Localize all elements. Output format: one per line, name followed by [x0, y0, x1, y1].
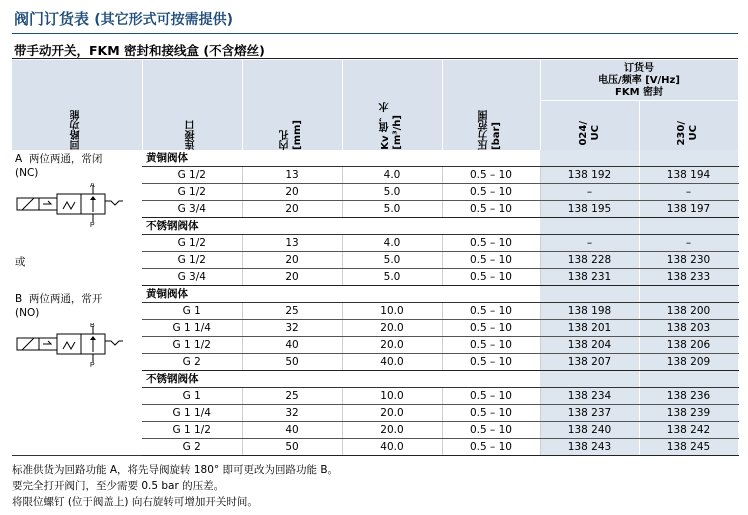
header-pressure [442, 60, 540, 150]
cell-order-230: 138 239 [639, 405, 738, 422]
header-order-label: 订货号 电压/频率 [V/Hz] FKM 密封 [598, 63, 680, 98]
header-function-text: 回路功能 [70, 110, 82, 150]
cell-order-230: 138 242 [639, 422, 738, 439]
cell-port: G 1/2 [142, 167, 242, 184]
cell-order-024: 138 198 [540, 303, 639, 320]
cell-order-024: 138 195 [540, 201, 639, 218]
header-volt-024-text: 024/ UC [577, 121, 601, 146]
section-title: 黄铜阀体 [142, 150, 540, 167]
valve-symbol-nc [16, 183, 126, 231]
cell-orifice: 50 [242, 439, 342, 456]
cell-pressure: 0.5 – 10 [442, 303, 540, 320]
header-volt-230 [639, 121, 738, 146]
cell-port: G 2 [142, 439, 242, 456]
cell-port: G 3/4 [142, 201, 242, 218]
table-header-row [12, 60, 738, 150]
cell-order-230: 138 245 [639, 439, 738, 456]
cell-order-024: 138 201 [540, 320, 639, 337]
symbol-port-top: B [90, 323, 95, 329]
cell-order-024: – [540, 184, 639, 201]
cell-kv: 40.0 [342, 439, 442, 456]
cell-order-230: 138 233 [639, 269, 738, 286]
cell-orifice: 40 [242, 422, 342, 439]
section-order-cell [639, 218, 738, 235]
cell-order-024: 138 228 [540, 252, 639, 269]
cell-pressure: 0.5 – 10 [442, 184, 540, 201]
cell-order-024: 138 243 [540, 439, 639, 456]
cell-pressure: 0.5 – 10 [442, 439, 540, 456]
section-order-cell [540, 286, 639, 303]
cell-kv: 10.0 [342, 303, 442, 320]
cell-port: G 1 [142, 388, 242, 405]
header-port-text: 连接口 [186, 120, 197, 150]
section-order-cell [639, 150, 738, 167]
cell-order-024: 138 192 [540, 167, 639, 184]
table-subtitle: 带手动开关，FKM 密封和接线盒 (不含熔丝) [14, 43, 265, 58]
header-port [142, 60, 242, 150]
cell-orifice: 32 [242, 405, 342, 422]
cell-order-230: 138 200 [639, 303, 738, 320]
cell-kv: 10.0 [342, 388, 442, 405]
cell-port: G 1/2 [142, 235, 242, 252]
cell-kv: 5.0 [342, 269, 442, 286]
cell-order-024: 138 207 [540, 354, 639, 371]
cell-kv: 20.0 [342, 320, 442, 337]
cell-pressure: 0.5 – 10 [442, 422, 540, 439]
cell-kv: 20.0 [342, 422, 442, 439]
cell-order-230: 138 194 [639, 167, 738, 184]
cell-pressure: 0.5 – 10 [442, 235, 540, 252]
cell-kv: 4.0 [342, 235, 442, 252]
cell-order-230: 138 209 [639, 354, 738, 371]
cell-kv: 20.0 [342, 405, 442, 422]
cell-order-024: 138 240 [540, 422, 639, 439]
subtitle-divider [12, 58, 738, 59]
cell-port: G 1/2 [142, 184, 242, 201]
cell-kv: 20.0 [342, 337, 442, 354]
cell-order-230: 138 230 [639, 252, 738, 269]
valve-symbol-svg [16, 183, 126, 227]
cell-order-024: 138 204 [540, 337, 639, 354]
cell-pressure: 0.5 – 10 [442, 252, 540, 269]
cell-pressure: 0.5 – 10 [442, 354, 540, 371]
cell-port: G 1 1/4 [142, 405, 242, 422]
section-title: 不锈钢阀体 [142, 218, 540, 235]
header-kv-text: Kv 值，水 [m³/h] [380, 102, 403, 150]
cell-port: G 1/2 [142, 252, 242, 269]
function-column [12, 150, 142, 456]
note-2: 要完全打开阀门，至少需要 0.5 bar 的压差。 [12, 480, 225, 492]
symbol-port-top: A [90, 183, 95, 189]
cell-order-230: 138 206 [639, 337, 738, 354]
cell-orifice: 32 [242, 320, 342, 337]
cell-order-230: 138 236 [639, 388, 738, 405]
function-a-label: A 两位两通，常闭 (NC) [15, 153, 103, 179]
cell-port: G 1 1/2 [142, 337, 242, 354]
cell-port: G 1 1/4 [142, 320, 242, 337]
symbol-port-bottom: P [90, 362, 95, 367]
cell-orifice: 25 [242, 303, 342, 320]
cell-orifice: 20 [242, 184, 342, 201]
symbol-port-bottom: P [90, 222, 95, 227]
cell-pressure: 0.5 – 10 [442, 337, 540, 354]
note-1: 标准供货为回路功能 A，将先导阀旋转 180° 即可更改为回路功能 B。 [12, 464, 339, 476]
section-title: 不锈钢阀体 [142, 371, 540, 388]
cell-kv: 40.0 [342, 354, 442, 371]
header-function [12, 60, 142, 150]
cell-pressure: 0.5 – 10 [442, 167, 540, 184]
header-pressure-text: 压力范围 [bar] [479, 110, 502, 150]
header-orifice-text: 内孔 [mm] [280, 120, 303, 150]
cell-port: G 1 1/2 [142, 422, 242, 439]
header-volt-230-text: 230/ UC [676, 121, 700, 146]
cell-order-230: – [639, 184, 738, 201]
cell-pressure: 0.5 – 10 [442, 201, 540, 218]
cell-order-230: – [639, 235, 738, 252]
cell-orifice: 50 [242, 354, 342, 371]
section-order-cell [639, 371, 738, 388]
header-order [540, 60, 738, 150]
cell-order-024: 138 237 [540, 405, 639, 422]
page-title-main: 阀门订货表 [14, 10, 90, 28]
cell-kv: 5.0 [342, 184, 442, 201]
cell-order-024: – [540, 235, 639, 252]
cell-order-024: 138 231 [540, 269, 639, 286]
order-table [12, 60, 739, 456]
cell-pressure: 0.5 – 10 [442, 320, 540, 337]
cell-port: G 1 [142, 303, 242, 320]
page-title-note: (其它形式可按需提供) [94, 12, 234, 28]
header-volt-024 [541, 121, 640, 146]
cell-order-230: 138 203 [639, 320, 738, 337]
cell-orifice: 13 [242, 167, 342, 184]
cell-port: G 3/4 [142, 269, 242, 286]
section-order-cell [639, 286, 738, 303]
valve-symbol-svg [16, 323, 126, 367]
cell-orifice: 20 [242, 201, 342, 218]
cell-pressure: 0.5 – 10 [442, 269, 540, 286]
cell-orifice: 20 [242, 252, 342, 269]
cell-order-230: 138 197 [639, 201, 738, 218]
section-order-cell [540, 150, 639, 167]
cell-port: G 2 [142, 354, 242, 371]
valve-symbol-no [16, 323, 126, 371]
section-title: 黄铜阀体 [142, 286, 540, 303]
header-kv [342, 60, 442, 150]
cell-orifice: 13 [242, 235, 342, 252]
header-orifice [242, 60, 342, 150]
cell-kv: 4.0 [342, 167, 442, 184]
function-b-label: B 两位两通，常开 (NO) [15, 293, 103, 319]
cell-orifice: 40 [242, 337, 342, 354]
section-row [12, 150, 738, 167]
cell-kv: 5.0 [342, 252, 442, 269]
cell-orifice: 25 [242, 388, 342, 405]
note-3: 将限位螺钉 (位于阀盖上) 向右旋转可增加开关时间。 [12, 496, 258, 508]
cell-order-024: 138 234 [540, 388, 639, 405]
function-or-label: 或 [15, 256, 26, 268]
section-order-cell [540, 371, 639, 388]
page-title [14, 8, 233, 29]
cell-pressure: 0.5 – 10 [442, 388, 540, 405]
cell-pressure: 0.5 – 10 [442, 405, 540, 422]
section-order-cell [540, 218, 639, 235]
cell-orifice: 20 [242, 269, 342, 286]
title-divider [12, 33, 738, 34]
cell-kv: 5.0 [342, 201, 442, 218]
